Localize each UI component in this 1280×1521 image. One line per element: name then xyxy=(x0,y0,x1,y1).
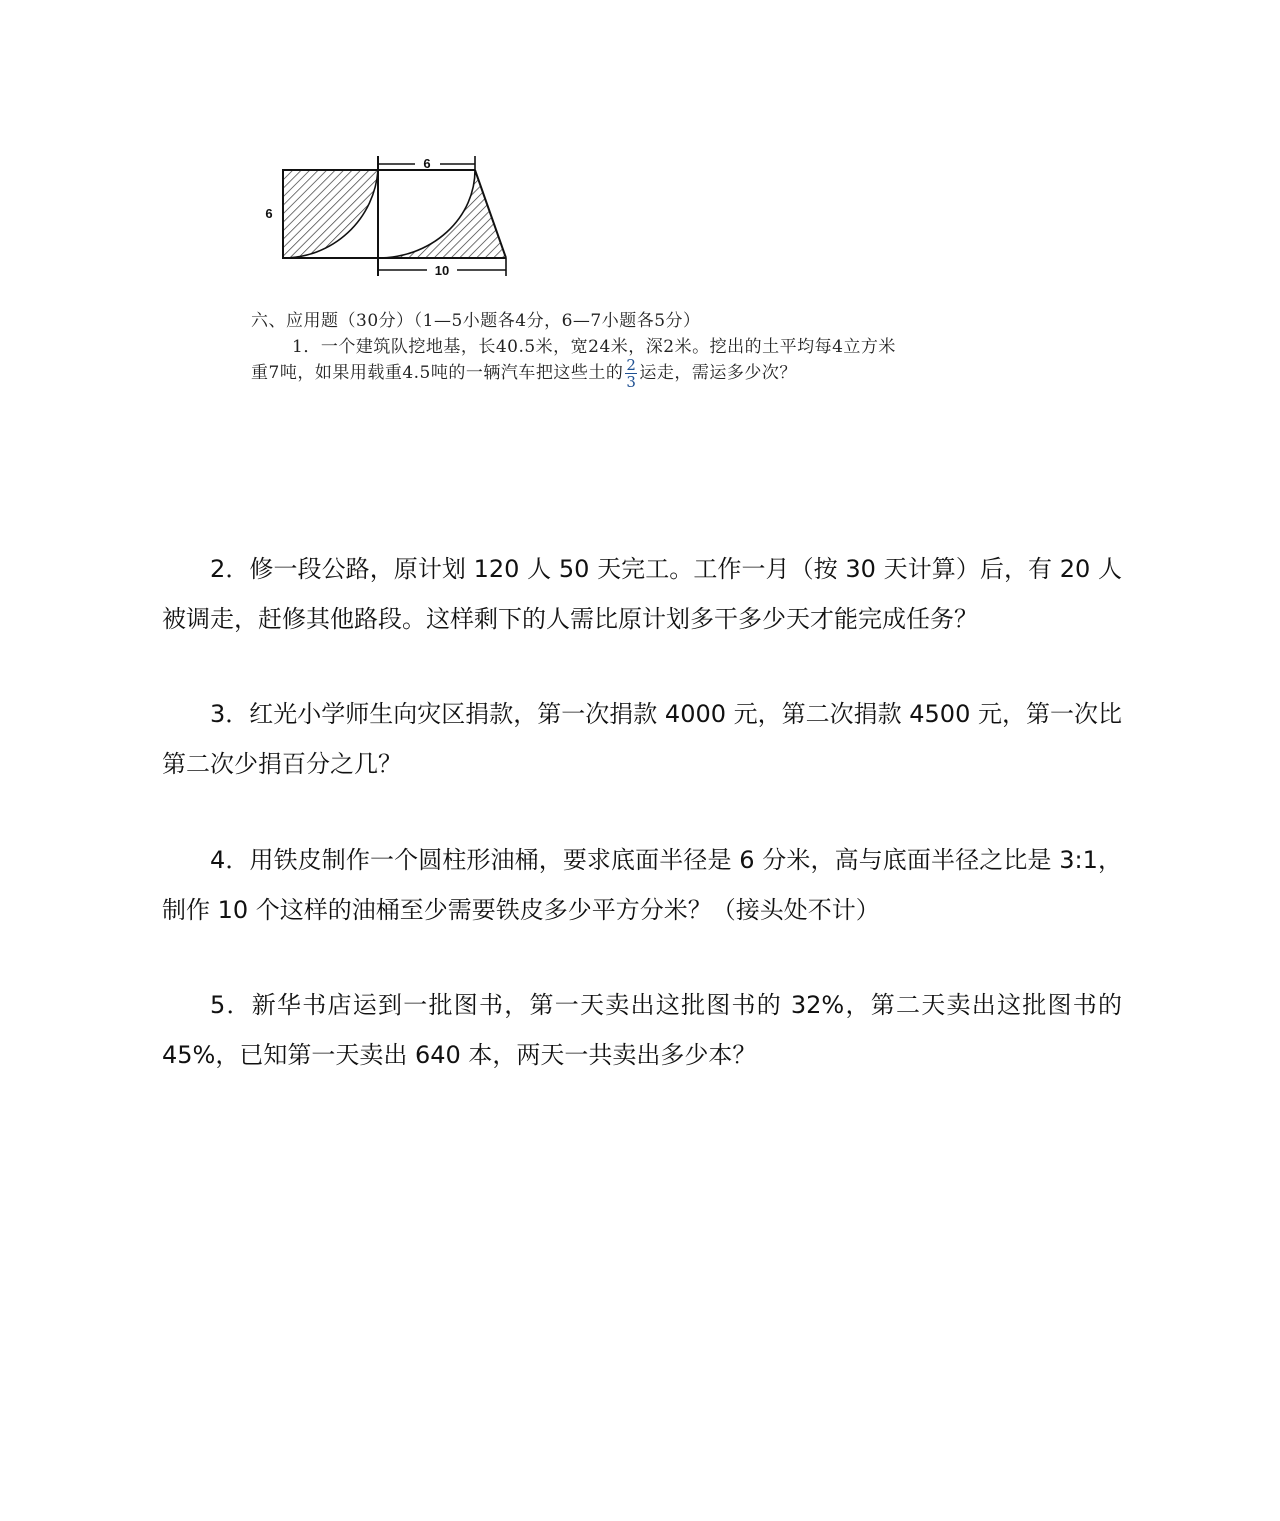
question-3 xyxy=(162,689,1122,789)
right-shaded-region xyxy=(378,170,506,258)
question-4 xyxy=(162,835,1122,935)
question-text: 4．用铁皮制作一个圆柱形油桶，要求底面半径是 6 分米，高与底面半径之比是 3:1，制作 10 个这样的油桶至少需要铁皮多少平方分米？（接头处不计） xyxy=(162,846,1122,924)
question-text: 2．修一段公路，原计划 120 人 50 天完工。工作一月（按 30 天计算）后，有 20 人被调走，赶修其他路段。这样剩下的人需比原计划多干多少天才能完成任务？ xyxy=(162,555,1122,633)
question-2 xyxy=(162,544,1122,644)
question-text: 3．红光小学师生向灾区捐款，第一次捐款 4000 元，第二次捐款 4500 元，第一次比第二次少捐百分之几？ xyxy=(162,700,1122,778)
question-5 xyxy=(162,980,1122,1080)
geometry-figure xyxy=(255,148,525,286)
q1-line2 xyxy=(251,357,797,390)
q1-line1: 1．一个建筑队挖地基，长40.5米，宽24米，深2米。挖出的土平均每4立方米 xyxy=(292,337,896,357)
fraction-denominator: 3 xyxy=(626,373,637,391)
label-bottom: 10 xyxy=(434,263,450,278)
fraction xyxy=(625,357,637,390)
section-heading: 六、应用题（30分）（1—5小题各4分，6—7小题各5分） xyxy=(251,311,701,331)
question-text: 5．新华书店运到一批图书，第一天卖出这批图书的 32%，第二天卖出这批图书的 45%，已知第一天卖出 640 本，两天一共卖出多少本？ xyxy=(162,991,1122,1069)
fraction-numerator: 2 xyxy=(626,356,637,374)
label-top: 6 xyxy=(423,156,431,171)
q1-line2-before: 重7吨，如果用载重4.5吨的一辆汽车把这些土的 xyxy=(251,363,624,383)
label-left: 6 xyxy=(265,206,273,221)
q1-line2-after: 运走，需运多少次？ xyxy=(639,363,797,383)
